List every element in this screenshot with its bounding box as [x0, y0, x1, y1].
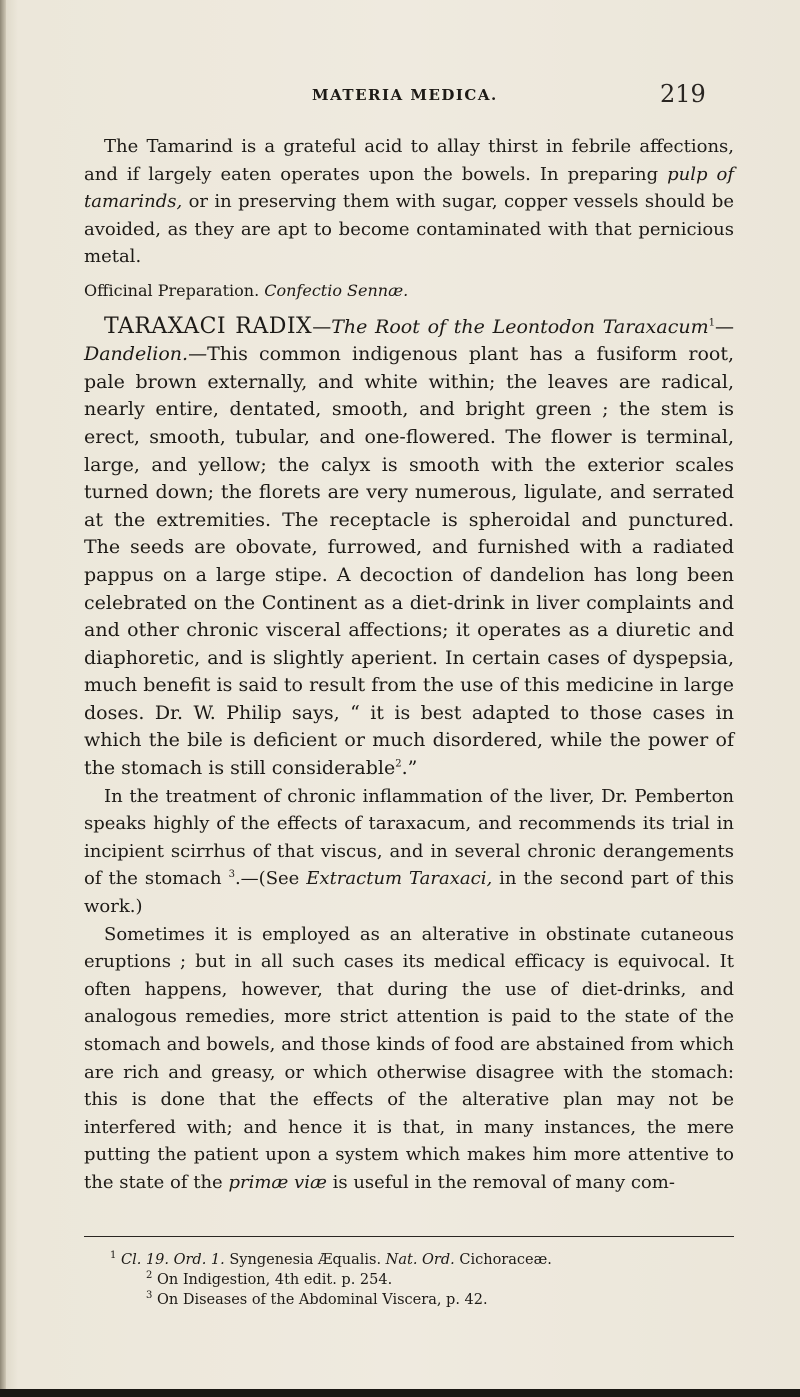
- paragraph-alterative: Sometimes it is employed as an alterative in obstinate cutaneous eruptions ; but in all such cases its medical efficacy is equivocal. It often happens, however, that during the use of diet-drinks, and analogous remedies, more strict attention is paid to the state of the stomach and bowels, and those kinds of food are abstained from which are rich and greasy, or which otherwise disagree with the stomach: this is done that the effects of the alterative plan may not be interfered with; and hence it is that, in many instances, the mere putting the patient upon a system which makes him more attentive to the state of the primæ viæ is useful in the removal of many com-: [84, 923, 734, 1193]
- paragraph-taraxaci: TARAXACI RADIX—The Root of the Leontodon Taraxacum$^1$—Dandelion.—This common indigenous plant has a fusiform root, pale brown externally, and white within; the leaves are radical, nearly entire, dentated, smooth, and bright green ; the stem is erect, smooth, tubular, and one-flowered. The flower is terminal, large, and yellow; the calyx is smooth with the exterior scales turned down; the florets are very numerous, ligulate, and serrated at the extremities. The receptacle is spheroidal and punctured. The seeds are obovate, furrowed, and furnished with a radiated pappus on a large stipe. A decoction of dandelion has long been celebrated on the Continent as a diet-drink in liver complaints and and other chronic visceral affections; it operates as a diuretic and diaphoretic, and is slightly aperient. In certain cases of dyspepsia, much benefit is said to result from the use of this medicine in large doses. Dr. W. Philip says, “ it is best adapted to those cases in which the bile is deficient or much disordered, while the power of the stomach is still considerable$^2$.”: [84, 313, 734, 780]
- page-header: [0, 80, 800, 114]
- running-head: MATERIA MEDICA.: [312, 86, 498, 104]
- officinal-preparation: [84, 277, 734, 305]
- body-text: [84, 133, 734, 1197]
- footnote-ref-3: 3: [228, 869, 235, 881]
- footnote-3: $^3$ On Diseases of the Abdominal Viscera, p. 42.: [146, 1290, 488, 1308]
- emphasis-extractum: Extractum Taraxaci,: [306, 868, 493, 890]
- page-binding-edge: [0, 0, 6, 1397]
- entry-common-name: Dandelion.: [84, 343, 189, 366]
- footnote-ref-1: 1: [708, 317, 715, 329]
- footnote-divider: [84, 1236, 734, 1237]
- page-number: 219: [660, 80, 706, 108]
- footnote-1: $^1$ Cl. 19. Ord. 1. Syngenesia Æqualis. Nat. Ord. Cichoraceæ.: [110, 1250, 552, 1268]
- paragraph-tamarind: The Tamarind is a grateful acid to allay thirst in febrile affections, and if largely eaten operates upon the bowels. In preparing pulp of tamarinds, or in preserving them with sugar, copper vessels should be avoided, as they are apt to become contaminated with that pernicious metal.: [84, 136, 734, 268]
- paragraph-pemberton: In the treatment of chronic inflammation of the liver, Dr. Pemberton speaks highly of the effects of taraxacum, and recommends its trial in incipient scirrhus of that viscus, and in several chronic derangements of the stomach $^3$.—(See Extractum Taraxaci, in the second part of this work.): [84, 785, 734, 918]
- officinal-label: Officinal Preparation.: [84, 280, 260, 300]
- footnote-ref-2: 2: [395, 758, 402, 770]
- footnotes: [110, 1250, 730, 1310]
- entry-title: TARAXACI RADIX: [104, 313, 313, 339]
- emphasis-pulp-of-tamarinds: pulp of tamarinds,: [84, 163, 734, 213]
- emphasis-primae-viae: primæ viæ: [228, 1171, 327, 1193]
- footnote-2: $^2$ On Indigestion, 4th edit. p. 254.: [146, 1270, 393, 1288]
- entry-subtitle: The Root of the Leontodon Taraxacum: [331, 315, 709, 338]
- officinal-value: Confectio Sennæ.: [264, 280, 409, 300]
- scan-bottom-edge: [0, 1389, 800, 1397]
